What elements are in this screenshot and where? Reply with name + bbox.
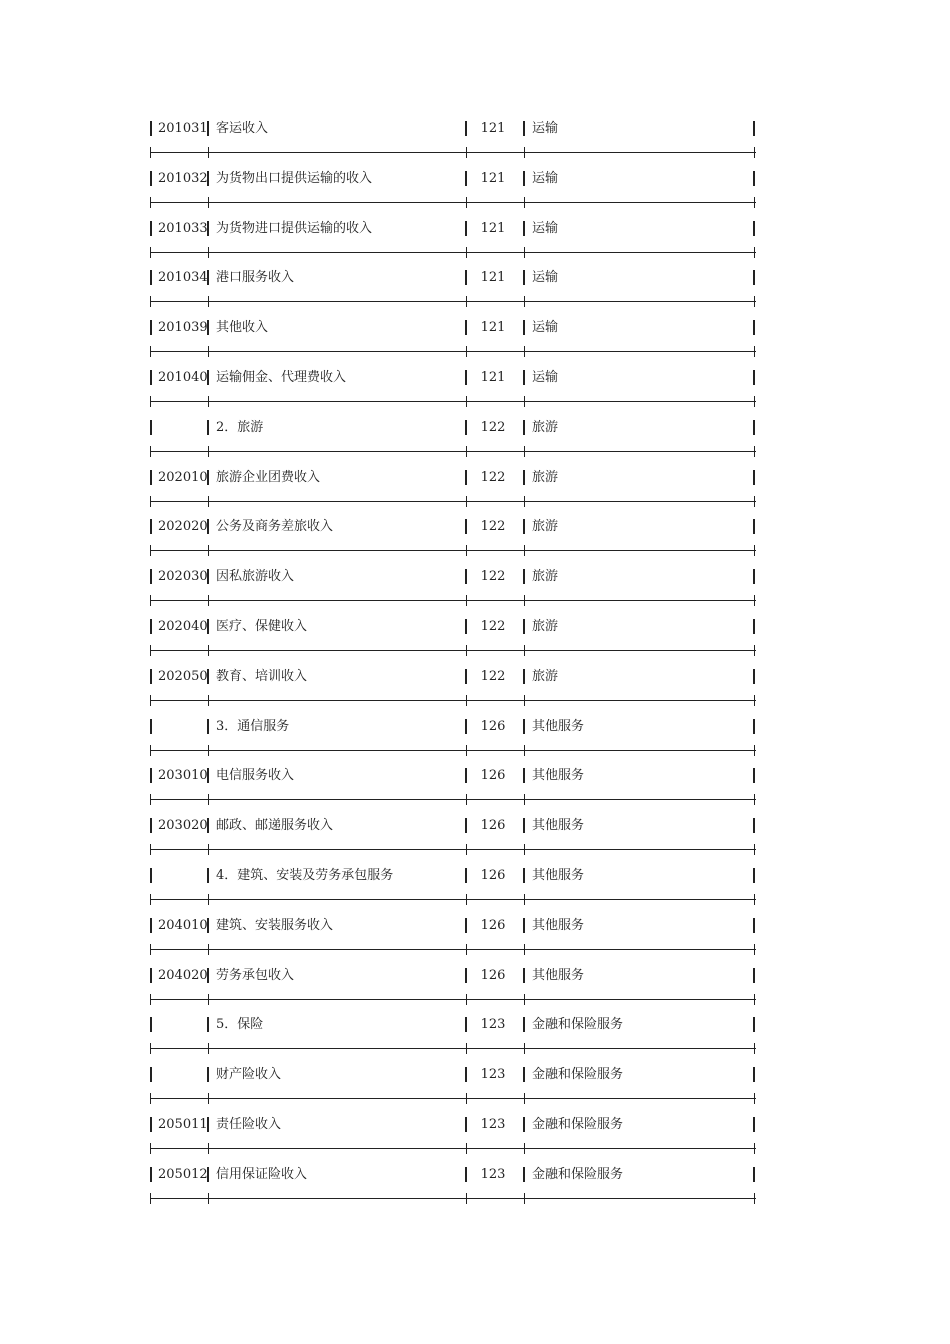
column-separator bbox=[753, 171, 755, 186]
table-row bbox=[150, 1150, 756, 1200]
table-row bbox=[150, 403, 756, 453]
table-row bbox=[150, 154, 756, 204]
row-number: 122 bbox=[480, 618, 506, 634]
table-row bbox=[150, 303, 756, 353]
row-number: 123 bbox=[480, 1017, 506, 1033]
row-code: 202030 bbox=[158, 569, 208, 585]
column-separator bbox=[150, 1117, 152, 1132]
row-code: 201033 bbox=[158, 220, 208, 236]
column-separator bbox=[150, 918, 152, 933]
column-separator bbox=[523, 968, 525, 983]
row-code: 201031 bbox=[158, 121, 208, 136]
row-name: 5．保险 bbox=[216, 1017, 264, 1033]
column-separator bbox=[150, 569, 152, 584]
column-separator bbox=[753, 569, 755, 584]
column-separator bbox=[150, 1167, 152, 1182]
row-code: 201039 bbox=[158, 320, 208, 336]
row-name: 劳务承包收入 bbox=[216, 967, 295, 983]
row-number: 122 bbox=[480, 419, 506, 435]
column-separator bbox=[207, 420, 209, 435]
column-separator bbox=[150, 1067, 152, 1082]
row-name: 信用保证险收入 bbox=[216, 1166, 308, 1182]
row-name: 责任险收入 bbox=[216, 1116, 282, 1132]
column-separator bbox=[523, 270, 525, 285]
column-separator bbox=[523, 470, 525, 485]
row-category: 运输 bbox=[532, 220, 559, 236]
column-separator bbox=[150, 470, 152, 485]
code-table bbox=[150, 104, 756, 1200]
column-separator bbox=[523, 519, 525, 534]
column-separator bbox=[523, 918, 525, 933]
table-row bbox=[150, 1100, 756, 1150]
table-row bbox=[150, 1050, 756, 1100]
row-number: 126 bbox=[480, 917, 506, 933]
table-row bbox=[150, 652, 756, 702]
column-separator bbox=[523, 719, 525, 734]
column-separator bbox=[523, 818, 525, 833]
row-category: 金融和保险服务 bbox=[532, 1166, 624, 1182]
table-row bbox=[150, 104, 756, 154]
column-separator bbox=[523, 619, 525, 634]
divider-tick bbox=[466, 1193, 467, 1204]
row-category: 其他服务 bbox=[532, 967, 585, 983]
row-number: 121 bbox=[480, 220, 506, 236]
table-row bbox=[150, 801, 756, 851]
column-separator bbox=[753, 818, 755, 833]
column-separator bbox=[753, 1067, 755, 1082]
column-separator bbox=[150, 768, 152, 783]
table-row bbox=[150, 702, 756, 752]
row-code: 204020 bbox=[158, 967, 208, 983]
row-name: 财产险收入 bbox=[216, 1067, 282, 1083]
column-separator bbox=[150, 719, 152, 734]
row-code: 203010 bbox=[158, 768, 208, 784]
column-separator bbox=[753, 1017, 755, 1032]
column-separator bbox=[150, 619, 152, 634]
row-number: 121 bbox=[480, 170, 506, 186]
column-separator bbox=[523, 669, 525, 684]
column-separator bbox=[753, 918, 755, 933]
row-name: 为货物出口提供运输的收入 bbox=[216, 170, 373, 186]
row-number: 121 bbox=[480, 369, 506, 385]
column-separator bbox=[150, 519, 152, 534]
row-category: 运输 bbox=[532, 270, 559, 286]
divider-tick bbox=[208, 1193, 209, 1204]
column-separator bbox=[753, 968, 755, 983]
row-name: 因私旅游收入 bbox=[216, 569, 295, 585]
table-row bbox=[150, 253, 756, 303]
row-category: 旅游 bbox=[532, 469, 559, 485]
column-separator bbox=[150, 420, 152, 435]
column-separator bbox=[523, 569, 525, 584]
row-category: 运输 bbox=[532, 320, 559, 336]
row-category: 运输 bbox=[532, 121, 559, 136]
table-row bbox=[150, 851, 756, 901]
column-separator bbox=[523, 868, 525, 883]
column-separator bbox=[523, 1067, 525, 1082]
column-separator bbox=[207, 1017, 209, 1032]
column-separator bbox=[753, 719, 755, 734]
column-separator bbox=[753, 1167, 755, 1182]
table-row bbox=[150, 751, 756, 801]
column-separator bbox=[523, 121, 525, 136]
row-code: 201032 bbox=[158, 170, 208, 186]
row-category: 运输 bbox=[532, 369, 559, 385]
column-separator bbox=[753, 370, 755, 385]
row-number: 123 bbox=[480, 1166, 506, 1182]
row-code: 205011 bbox=[158, 1116, 208, 1132]
row-number: 121 bbox=[480, 121, 506, 136]
column-separator bbox=[523, 320, 525, 335]
table-row bbox=[150, 453, 756, 503]
row-number: 122 bbox=[480, 668, 506, 684]
column-separator bbox=[150, 818, 152, 833]
column-separator bbox=[523, 1117, 525, 1132]
row-name: 3．通信服务 bbox=[216, 718, 290, 734]
column-separator bbox=[753, 420, 755, 435]
column-separator bbox=[753, 519, 755, 534]
row-code: 202040 bbox=[158, 618, 208, 634]
divider-tick bbox=[754, 1193, 755, 1204]
row-number: 122 bbox=[480, 469, 506, 485]
row-number: 126 bbox=[480, 867, 506, 883]
column-separator bbox=[150, 171, 152, 186]
row-category: 其他服务 bbox=[532, 917, 585, 933]
column-separator bbox=[150, 320, 152, 335]
column-separator bbox=[523, 1017, 525, 1032]
column-separator bbox=[207, 868, 209, 883]
column-separator bbox=[523, 370, 525, 385]
column-separator bbox=[753, 619, 755, 634]
column-separator bbox=[150, 270, 152, 285]
row-code: 202050 bbox=[158, 668, 208, 684]
row-code: 202020 bbox=[158, 519, 208, 535]
column-separator bbox=[150, 121, 152, 136]
row-name: 运输佣金、代理费收入 bbox=[216, 369, 347, 385]
column-separator bbox=[753, 221, 755, 236]
column-separator bbox=[753, 868, 755, 883]
row-name: 2．旅游 bbox=[216, 419, 264, 435]
row-name: 4．建筑、安装及劳务承包服务 bbox=[216, 867, 394, 883]
table-row bbox=[150, 502, 756, 552]
row-number: 122 bbox=[480, 569, 506, 585]
row-divider bbox=[150, 1198, 756, 1199]
row-category: 旅游 bbox=[532, 519, 559, 535]
row-category: 其他服务 bbox=[532, 818, 585, 834]
table-row bbox=[150, 552, 756, 602]
column-separator bbox=[753, 669, 755, 684]
table-row bbox=[150, 901, 756, 951]
row-category: 其他服务 bbox=[532, 867, 585, 883]
row-name: 其他收入 bbox=[216, 320, 269, 336]
row-code: 201034 bbox=[158, 270, 208, 286]
row-category: 其他服务 bbox=[532, 718, 585, 734]
row-code: 204010 bbox=[158, 917, 208, 933]
column-separator bbox=[150, 868, 152, 883]
table-row bbox=[150, 1000, 756, 1050]
column-separator bbox=[150, 221, 152, 236]
row-name: 为货物进口提供运输的收入 bbox=[216, 220, 373, 236]
row-name: 客运收入 bbox=[216, 121, 269, 136]
row-category: 旅游 bbox=[532, 419, 559, 435]
column-separator bbox=[207, 719, 209, 734]
row-number: 126 bbox=[480, 718, 506, 734]
row-category: 旅游 bbox=[532, 668, 559, 684]
column-separator bbox=[150, 968, 152, 983]
row-name: 旅游企业团费收入 bbox=[216, 469, 321, 485]
row-category: 旅游 bbox=[532, 618, 559, 634]
row-name: 建筑、安装服务收入 bbox=[216, 917, 334, 933]
table-row bbox=[150, 204, 756, 254]
column-separator bbox=[753, 768, 755, 783]
column-separator bbox=[523, 768, 525, 783]
divider-tick bbox=[150, 1193, 151, 1204]
row-code: 201040 bbox=[158, 369, 208, 385]
row-name: 邮政、邮递服务收入 bbox=[216, 818, 334, 834]
row-number: 122 bbox=[480, 519, 506, 535]
row-code: 202010 bbox=[158, 469, 208, 485]
row-category: 金融和保险服务 bbox=[532, 1067, 624, 1083]
row-category: 其他服务 bbox=[532, 768, 585, 784]
column-separator bbox=[753, 121, 755, 136]
column-separator bbox=[150, 370, 152, 385]
row-category: 运输 bbox=[532, 170, 559, 186]
row-category: 旅游 bbox=[532, 569, 559, 585]
column-separator bbox=[150, 669, 152, 684]
row-number: 126 bbox=[480, 818, 506, 834]
row-code: 203020 bbox=[158, 818, 208, 834]
row-number: 126 bbox=[480, 768, 506, 784]
column-separator bbox=[523, 1167, 525, 1182]
table-row bbox=[150, 951, 756, 1001]
divider-tick bbox=[524, 1193, 525, 1204]
table-row bbox=[150, 602, 756, 652]
table-row bbox=[150, 353, 756, 403]
row-number: 121 bbox=[480, 270, 506, 286]
row-category: 金融和保险服务 bbox=[532, 1116, 624, 1132]
column-separator bbox=[523, 171, 525, 186]
column-separator bbox=[753, 470, 755, 485]
column-separator bbox=[523, 420, 525, 435]
row-number: 123 bbox=[480, 1067, 506, 1083]
row-name: 电信服务收入 bbox=[216, 768, 295, 784]
row-category: 金融和保险服务 bbox=[532, 1017, 624, 1033]
column-separator bbox=[753, 1117, 755, 1132]
row-number: 123 bbox=[480, 1116, 506, 1132]
row-name: 公务及商务差旅收入 bbox=[216, 519, 334, 535]
row-number: 126 bbox=[480, 967, 506, 983]
row-number: 121 bbox=[480, 320, 506, 336]
row-name: 港口服务收入 bbox=[216, 270, 295, 286]
row-code: 205012 bbox=[158, 1166, 208, 1182]
row-name: 教育、培训收入 bbox=[216, 668, 308, 684]
column-separator bbox=[753, 320, 755, 335]
column-separator bbox=[523, 221, 525, 236]
column-separator bbox=[753, 270, 755, 285]
row-name: 医疗、保健收入 bbox=[216, 618, 308, 634]
column-separator bbox=[150, 1017, 152, 1032]
column-separator bbox=[207, 1067, 209, 1082]
